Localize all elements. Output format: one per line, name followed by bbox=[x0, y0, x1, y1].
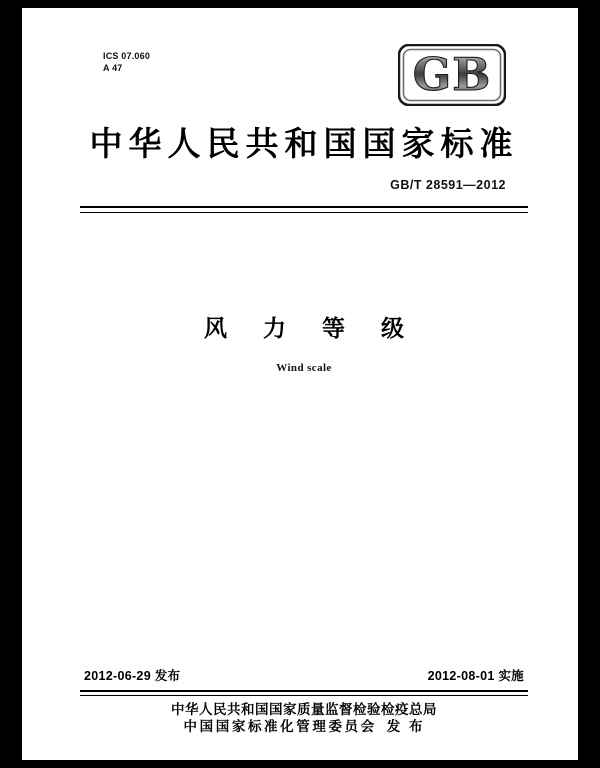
date-row bbox=[80, 666, 528, 684]
subject-title-chinese: 风 力 等 级 bbox=[203, 315, 419, 342]
gb-logo-icon bbox=[398, 44, 506, 106]
issuer-block bbox=[80, 702, 528, 736]
subject-title-english: Wind scale bbox=[276, 362, 332, 374]
footer-rule-thin bbox=[80, 695, 528, 696]
document-page bbox=[22, 8, 578, 760]
ics-code: ICS 07.060 bbox=[103, 51, 151, 61]
issuer-line-1: 中华人民共和国国家质量监督检验检疫总局 bbox=[171, 702, 437, 718]
issue-date: 2012-06-29 发布 bbox=[84, 669, 181, 683]
standard-number: GB/T 28591—2012 bbox=[390, 178, 506, 192]
effective-date: 2012-08-01 实施 bbox=[427, 669, 524, 683]
page-title: 中华人民共和国国家标准 bbox=[89, 124, 519, 163]
header-rule-thick bbox=[80, 206, 528, 208]
classification-code: A 47 bbox=[103, 63, 123, 73]
ics-code-block bbox=[103, 50, 150, 74]
document-content-area bbox=[80, 38, 528, 735]
issuer-line-2 bbox=[80, 719, 528, 736]
header-rule-thin bbox=[80, 212, 528, 213]
issuer-organization-2: 中国国家标准化管理委员会 bbox=[183, 719, 377, 735]
footer-rule-thick bbox=[80, 690, 528, 692]
publish-label: 发 布 bbox=[386, 719, 425, 735]
svg-text:GB: GB bbox=[412, 48, 492, 101]
